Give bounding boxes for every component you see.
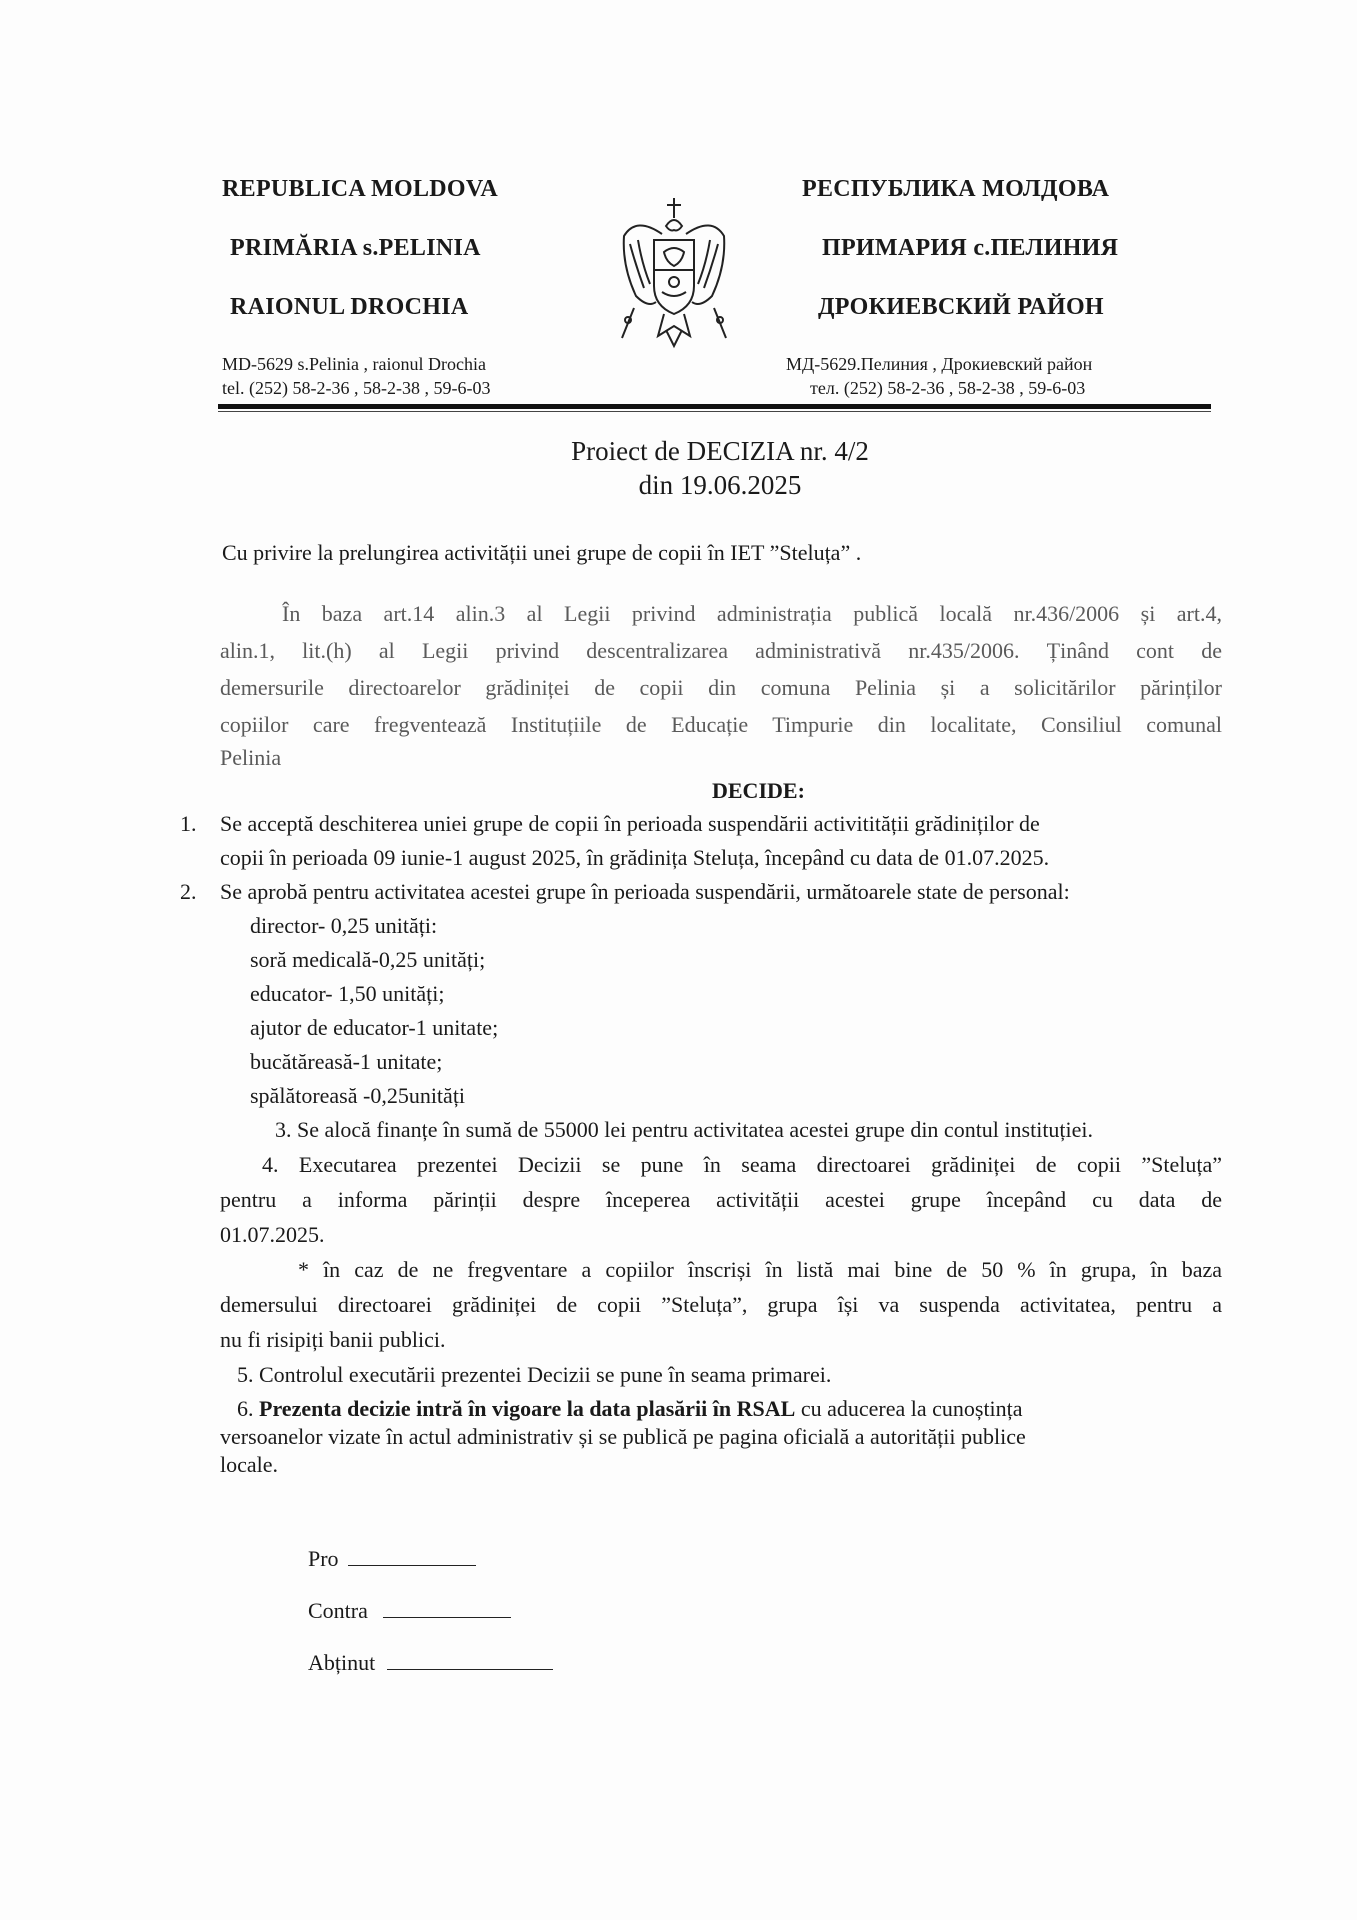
header-right-address: МД-5629.Пелиния , Дрокиевский район <box>786 354 1093 374</box>
item-5-text: 5. Controlul executării prezentei Decizii se pune în seama primarei. <box>237 1362 832 1387</box>
vote-pro-blank[interactable] <box>348 1547 476 1566</box>
vote-abtinut-blank[interactable] <box>387 1651 553 1670</box>
item-4-line: pentru a informa părinții despre începerea activității acestei grupe începând cu data de <box>220 1187 1222 1212</box>
item-3-text: 3. Se alocă finanțe în sumă de 55000 lei pentru activitatea acestei grupe din contul instituției. <box>275 1117 1094 1142</box>
item-4-line: 01.07.2025. <box>220 1222 325 1247</box>
decision-date: din 19.06.2025 <box>638 470 802 500</box>
header-right-country: РЕСПУБЛИКА МОЛДОВА <box>802 176 1110 202</box>
item-4-line: 4. Executarea prezentei Decizii se pune în seama directoarei grădiniței de copii ”Steluța” <box>262 1152 1222 1177</box>
vote-contra <box>308 1598 511 1624</box>
header-left-district: RAIONUL DROCHIA <box>230 294 469 320</box>
item-6-line: locale. <box>220 1452 279 1477</box>
preamble-line: Pelinia <box>220 745 282 770</box>
decide-heading: DECIDE: <box>712 778 805 803</box>
vote-contra-label: Contra <box>308 1598 368 1623</box>
header-right-district: ДРОКИЕВСКИЙ РАЙОН <box>818 294 1104 320</box>
header-left-country: REPUBLICA MOLDOVA <box>222 176 499 202</box>
item-1-line: copii în perioada 09 iunie-1 august 2025, în grădinița Steluța, începând cu data de 01.07.2025. <box>220 845 1050 870</box>
decision-subject: Cu privire la prelungirea activității unei grupe de copii în IET ”Steluța” . <box>222 540 862 565</box>
note-line: nu fi risipiți banii publici. <box>220 1327 446 1352</box>
header-left-mayoralty: PRIMĂRIA s.PELINIA <box>230 235 481 261</box>
decision-title: Proiect de DECIZIA nr. 4/2 <box>571 436 869 466</box>
item-6-bold: Prezenta decizie intră în vigoare la data plasării în RSAL <box>259 1396 796 1421</box>
item-6-line <box>237 1396 1023 1422</box>
header-divider <box>218 404 1211 409</box>
preamble-line: alin.1, lit.(h) al Legii privind descentralizarea administrativă nr.435/2006. Ținând cont de <box>220 638 1222 663</box>
preamble-line: demersurile directoarelor grădiniței de copii din comuna Pelinia și a solicitărilor părinților <box>220 675 1222 700</box>
item-2-text: Se aprobă pentru activitatea acestei grupe în perioada suspendării, următoarele state de personal: <box>220 879 1070 904</box>
staff-entry: director- 0,25 unități: <box>250 913 438 938</box>
item-6-rest: cu aducerea la cunoștința <box>795 1396 1023 1421</box>
coat-of-arms <box>614 196 734 356</box>
header-left-phone: tel. (252) 58-2-36 , 58-2-38 , 59-6-03 <box>222 378 491 398</box>
item-6-line: versoanelor vizate în actul administrativ și se publică pe pagina oficială a autorității publice <box>220 1424 1026 1449</box>
preamble-line: În baza art.14 alin.3 al Legii privind administrația publică locală nr.436/2006 și art.4, <box>282 601 1222 626</box>
staff-entry: soră medicală-0,25 unități; <box>250 947 486 972</box>
item-1-line: Se acceptă deschiterea uniei grupe de copii în perioada suspendării activitității grădiniților de <box>220 811 1040 836</box>
staff-entry: ajutor de educator-1 unitate; <box>250 1015 499 1040</box>
vote-abtinut-label: Abținut <box>308 1650 376 1675</box>
note-line: * în caz de ne fregventare a copiilor înscriși în listă mai bine de 50 % în grupa, în baza <box>298 1257 1222 1282</box>
header-right-mayoralty: ПРИМАРИЯ с.ПЕЛИНИЯ <box>822 235 1119 261</box>
header-left-address: MD-5629 s.Pelinia , raionul Drochia <box>222 354 486 374</box>
vote-pro <box>308 1546 476 1572</box>
vote-contra-blank[interactable] <box>383 1599 511 1618</box>
preamble-line: copiilor care fregventează Instituțiile de Educație Timpurie din localitate, Consiliul comunal <box>220 712 1222 737</box>
staff-entry: educator- 1,50 unități; <box>250 981 445 1006</box>
coat-of-arms-icon <box>614 196 734 356</box>
vote-abtinut <box>308 1650 553 1676</box>
note-line: demersului directoarei grădiniței de copii ”Steluța”, grupa își va suspenda activitatea, pentru a <box>220 1292 1222 1317</box>
item-number: 6. <box>237 1396 254 1421</box>
header-right-phone: тел. (252) 58-2-36 , 58-2-38 , 59-6-03 <box>810 378 1086 398</box>
header-divider-thin <box>218 411 1211 412</box>
staff-entry: bucătăreasă-1 unitate; <box>250 1049 443 1074</box>
item-number: 1. <box>180 811 197 836</box>
item-number: 2. <box>180 879 197 904</box>
staff-entry: spălătoreasă -0,25unități <box>250 1083 466 1108</box>
vote-pro-label: Pro <box>308 1546 339 1571</box>
